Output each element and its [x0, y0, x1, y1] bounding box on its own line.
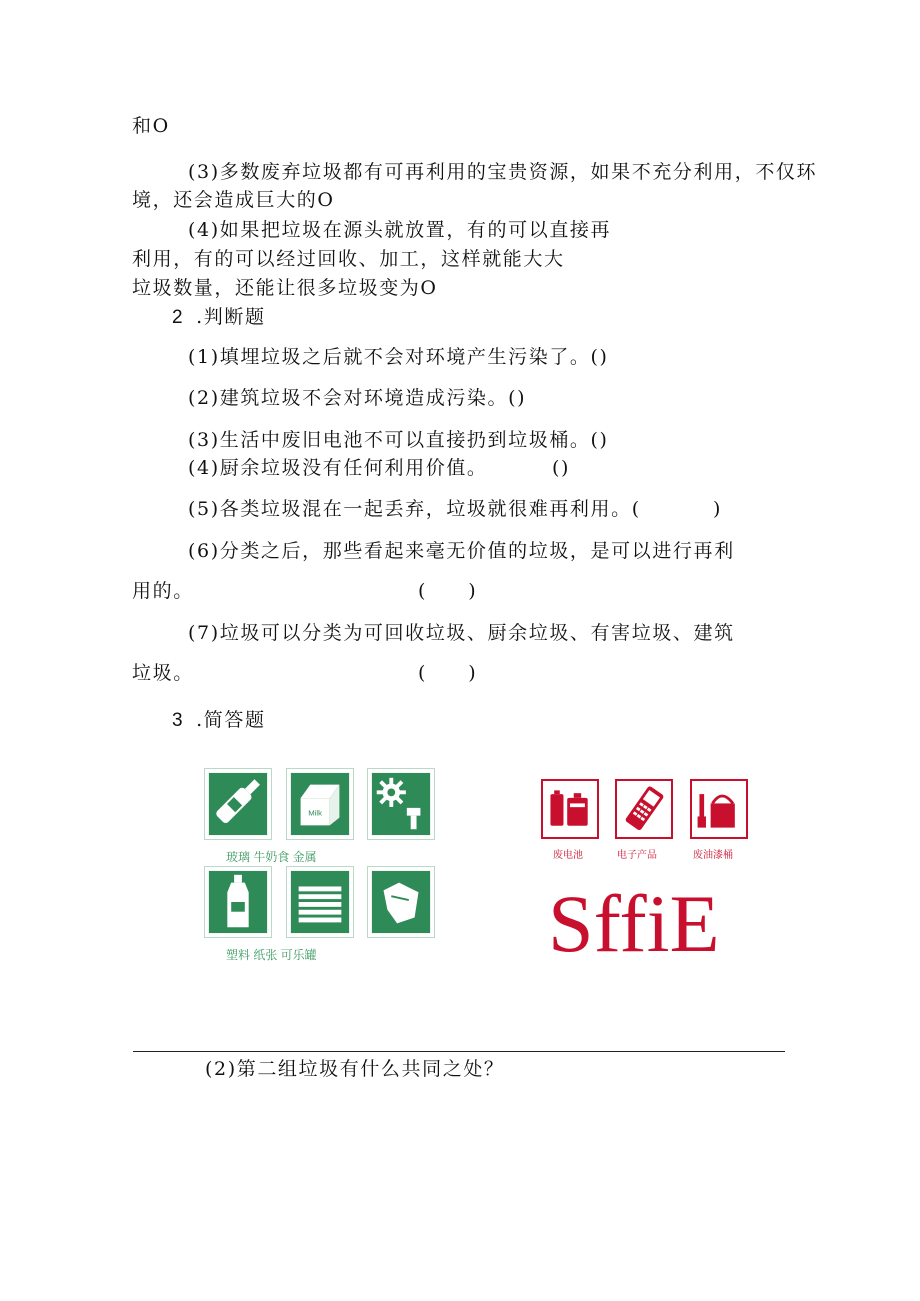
- judgement-item-7-mark: ( ): [418, 662, 478, 684]
- judgement-item-7: (7)垃圾可以分类为可回收垃圾、厨余垃圾、有害垃圾、建筑: [188, 622, 735, 644]
- section-2-title: .判断题: [196, 306, 266, 328]
- red-large-word: SffiE: [548, 878, 720, 954]
- paint-bucket-icon: [690, 779, 748, 839]
- judgement-item-1: (1)填埋垃圾之后就不会对环境产生污染了。(): [188, 346, 609, 368]
- judgement-item-6: (6)分类之后，那些看起来毫无价值的垃圾，是可以进行再利: [188, 540, 735, 562]
- mobile-phone-icon: [615, 779, 673, 839]
- answer-line: [133, 1051, 785, 1052]
- milk-text: Milk: [308, 808, 323, 818]
- section-3-heading: [172, 708, 266, 733]
- metal-gear-icon: [367, 768, 435, 840]
- judgement-item-5: (5)各类垃圾混在一起丢弃，垃圾就很难再利用。(: [188, 498, 641, 520]
- section-2-number: 2: [172, 307, 185, 328]
- plastic-bottle-icon: [204, 866, 272, 938]
- judgement-item-6-mark: ( ): [418, 580, 478, 602]
- judgement-item-6-cont: 用的。: [132, 580, 194, 602]
- judgement-item-7-cont: 垃圾。: [132, 662, 194, 684]
- section-3-title: .简答题: [196, 709, 266, 731]
- judgement-item-5-mark: ): [713, 498, 723, 520]
- red-label-2: 电子产品: [617, 850, 657, 861]
- section-2-heading: [172, 305, 266, 330]
- can-icon: [367, 866, 435, 938]
- red-label-3: 废油漆桶: [693, 850, 733, 861]
- section-3-number: 3: [172, 710, 185, 731]
- bottle-icon: [204, 768, 272, 840]
- text-line-3: 境，还会造成巨大的O: [132, 189, 335, 211]
- judgement-item-2: (2)建筑垃圾不会对环境造成污染。(): [188, 387, 527, 409]
- judgement-item-3: (3)生活中废旧电池不可以直接扔到垃圾桶。(): [188, 429, 609, 451]
- battery-icon: [541, 779, 599, 839]
- milk-carton-icon: [286, 768, 354, 840]
- judgement-item-4: (4)厨余垃圾没有任何利用价值。: [188, 457, 488, 479]
- text-line-6: 垃圾数量，还能让很多垃圾变为O: [132, 277, 438, 299]
- question-2: (2)第二组垃圾有什么共同之处？: [205, 1058, 505, 1080]
- green-row-1-label: 玻璃 牛奶食 金属: [226, 850, 317, 864]
- paper-stack-icon: [286, 866, 354, 938]
- judgement-item-4-mark: (): [552, 457, 571, 479]
- text-line-1: 和O: [132, 115, 170, 137]
- green-row-2-label: 塑料 纸张 可乐罐: [226, 948, 317, 962]
- text-line-5: 利用，有的可以经过回收、加工，这样就能大大: [132, 248, 565, 270]
- text-line-2: (3)多数废弃垃圾都有可再利用的宝贵资源，如果不充分利用，不仅环: [188, 161, 818, 183]
- text-line-4: (4)如果把垃圾在源头就放置，有的可以直接再: [188, 219, 612, 241]
- red-label-1: 废电池: [553, 850, 583, 861]
